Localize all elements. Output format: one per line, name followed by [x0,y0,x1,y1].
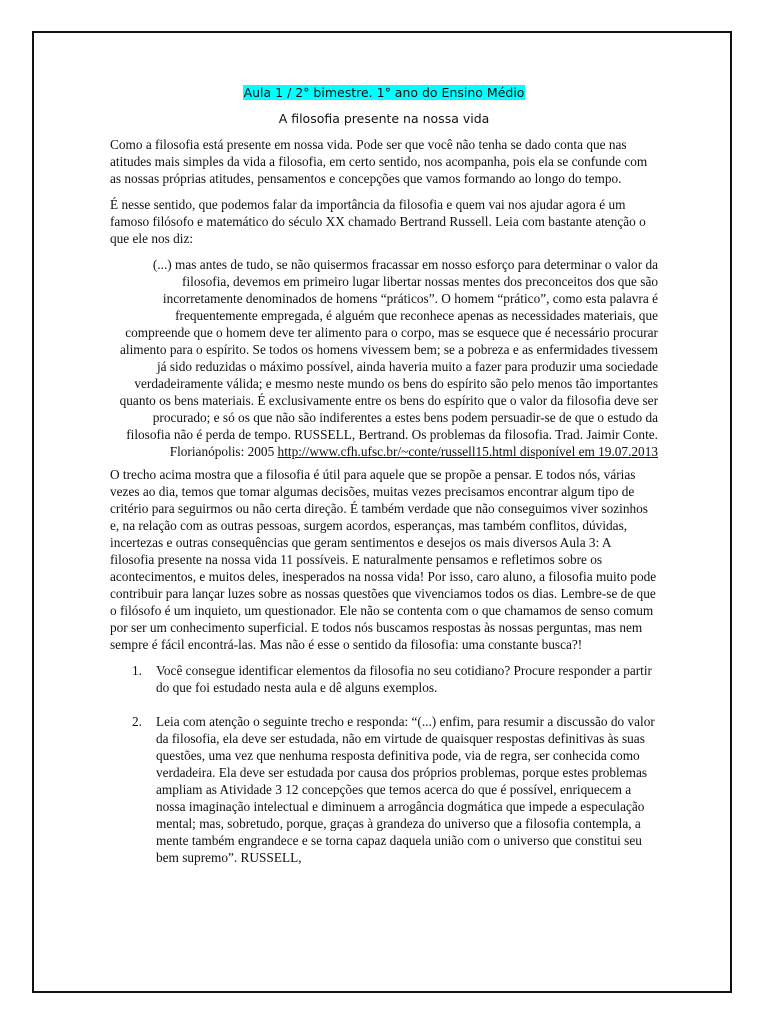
lesson-title [110,84,658,101]
question-number: 1. [132,663,142,678]
russell-quote [118,256,658,460]
highlighted-title-text: Aula 1 / 2° bimestre. 1° ano do Ensino Médio [243,85,525,100]
question-item [110,662,658,696]
russell-intro-paragraph: É nesse sentido, que podemos falar da importância da filosofia e quem vai nos ajudar agora é um famoso filósofo e matemático do século XX chamado Bertrand Russell. Leia com bastante atenção o que ele nos diz: [110,197,646,246]
questions-list [110,662,658,866]
reflection-paragraph: O trecho acima mostra que a filosofia é útil para aquele que se propõe a pensar. E todos nós, várias vezes ao dia, temos que tomar algumas decisões, muitas vezes precisamos encontrar algum tipo de critério para seguirmos ou não certa direção. É também verdade que não conseguimos viver sozinhos e, na relação com as outras pessoas, surgem acordos, esperanças, mas também conflitos, dúvidas, incertezas e outras consequências que geram sentimentos e desejos os mais diversos Aula 3: A filosofia presente na nossa vida 11 possíveis. E naturalmente pensamos e refletimos sobre os acontecimentos, e muitos deles, inesperados na nossa vida! Por isso, caro aluno, a filosofia muito pode contribuir para lançar luzes sobre as nossas questões que vivenciamos todos os dias. Lembre-se de que o filósofo é um inquieto, um questionador. Ele não se contenta com o que chamamos de senso comum por ser um conhecimento superficial. E todos nós buscamos respostas às nossas perguntas, mas nem sempre é fácil encontrá-las. Mas não é esse o sentido da filosofia: uma constante busca?! [110,467,657,652]
quote-text: (...) mas antes de tudo, se não quisermos fracassar em nosso esforço para determinar o valor da filosofia, devemos em primeiro lugar libertar nossas mentes dos preconceitos dos que são incorretamente denominados de homens “práticos”. O homem “prático”, como esta palavra é frequentemente empregada, é alguém que reconhece apenas as necessidades materiais, que compreende que o homem deve ter alimento para o corpo, mas se esquece que é necessário procurar alimento para o espírito. Se todos os homens vivessem bem; se a pobreza e as enfermidades tivessem já sido reduzidas o máximo possível, ainda haveria muito a fazer para produzir uma sociedade verdadeiramente válida; e mesmo neste mundo os bens do espírito são pelo menos tão importantes quanto os bens materiais. É exclusivamente entre os bens do espírito que o valor da filosofia deve ser procurado; e só os que não são indiferentes a estes bens podem persuadir-se de que o estudo da filosofia não é perda de tempo. RUSSELL, Bertrand. Os problemas da filosofia. Trad. Jaimir Conte. Florianópolis: 2005 [119,257,658,459]
quote-source-link[interactable]: http://www.cfh.ufsc.br/~conte/russell15.html disponível em 19.07.2013 [277,444,658,459]
question-item [110,713,658,866]
lesson-subtitle: A filosofia presente na nossa vida [278,111,490,126]
question-text: Você consegue identificar elementos da filosofia no seu cotidiano? Procure responder a partir do que foi estudado nesta aula e dê alguns exemplos. [156,663,652,695]
question-text: Leia com atenção o seguinte trecho e responda: “(...) enfim, para resumir a discussão do valor da filosofia, ela deve ser estudada, não em virtude de quaisquer respostas definitivas às suas questões, uma vez que nenhuma resposta definitiva pode, via de regra, ser conhecida como verdadeira. Ela deve ser estudada por causa dos próprios problemas, porque estes problemas ampliam as Atividade 3 12 concepções que temos acerca do que é possível, enriquecem a nossa imaginação intelectual e diminuem a arrogância dogmática que impede a especulação mental; mas, sobretudo, porque, graças à grandeza do universo que a filosofia contempla, a mente também engrandece e se torna capaz daquela união com o universo que constitui seu bem supremo”. RUSSELL, [156,714,655,865]
question-number: 2. [132,714,142,729]
intro-paragraph: Como a filosofia está presente em nossa vida. Pode ser que você não tenha se dado conta que nas atitudes mais simples da vida a filosofia, em certo sentido, nos acompanha, pois ela se confunde com as nossas próprias atitudes, pensamentos e concepções que vamos formando ao longo do tempo. [110,137,648,186]
document-body [110,84,658,883]
